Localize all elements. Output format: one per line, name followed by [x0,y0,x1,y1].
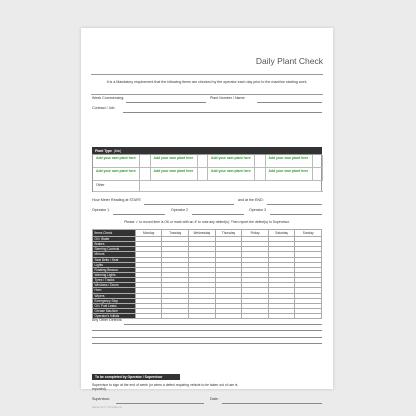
plant-type-header: Plant Type (tick) [92,147,322,154]
plant-type-tick-box[interactable] [313,155,324,168]
operator-3-line[interactable] [270,214,322,215]
check-cell[interactable] [135,314,162,319]
plant-number-label: Plant Number / Name: [210,96,246,100]
check-cell[interactable] [295,314,322,319]
check-item-label: Oil / Fuel Leaks [93,303,136,308]
footer-text: Sample Doc © Template.net [92,406,122,409]
plant-type-option: Add your own plant here [208,168,255,181]
other-defects-line-3[interactable] [92,337,322,338]
contract-job-label: Contract / Job: [92,106,116,110]
check-item-label: Rotating Beacon [93,267,136,272]
check-cell[interactable] [242,314,269,319]
day-header: Saturday [268,230,295,237]
hour-meter-start-line[interactable] [144,204,234,205]
intro-text: It is a Mandatory requirement that the following items are checked by the operator each day prior to the machine starting work. [106,80,308,84]
supervisor-section-header: To be completed by Operator / Supervisor [92,374,180,380]
plant-type-tick-box[interactable] [198,155,209,168]
day-header: Monday [135,230,162,237]
day-header: Thursday [215,230,242,237]
plant-type-option: Add your own plant here [266,168,313,181]
operator-3-label: Operator 3 [249,208,267,212]
hour-meter-start-label: Hour Meter Reading at START: [92,198,142,202]
document-page [81,28,333,409]
hour-meter-end-label: and at the END: [238,198,264,202]
hour-meter-end-line[interactable] [267,204,322,205]
plant-type-other-label: Other [93,181,140,192]
check-item-label: Wipers [93,293,136,298]
check-item-label: Seat Belts / Seat [93,257,136,262]
plant-number-line[interactable] [257,102,322,103]
check-cell[interactable] [162,314,189,319]
contract-job-line[interactable] [123,112,322,113]
check-cell[interactable] [189,314,216,319]
title-divider [91,74,323,75]
check-row [93,314,322,319]
plant-type-tick-box[interactable] [255,168,266,181]
check-cell[interactable] [215,314,242,319]
day-header: Friday [242,230,269,237]
week-commencing-label: Week Commencing: [92,96,125,100]
check-item-label: Horn [93,288,136,293]
check-item-label: Operator's Initials [93,314,136,319]
other-defects-line-4[interactable] [92,343,322,344]
week-commencing-line[interactable] [126,102,206,103]
plant-type-option: Add your own plant here [93,168,140,181]
plant-type-tick-box[interactable] [313,168,324,181]
check-item-label: Grease Machine [93,308,136,313]
operator-1-label: Operator 1 [92,208,110,212]
day-header: Tuesday [162,230,189,237]
operator-1-line[interactable] [113,214,165,215]
plant-type-other-field[interactable] [140,181,323,192]
check-item-label: Oil / Water [93,237,136,242]
document-title: Daily Plant Check [255,56,323,66]
check-item-label: Tyres / Tracks [93,278,136,283]
operator-2-line[interactable] [192,214,244,215]
check-item-label: Mirrors [93,252,136,257]
plant-type-grid [92,154,322,192]
check-item-label: Steering Controls [93,247,136,252]
items-check-header: Items Check [93,230,136,237]
check-item-label: Windows / Doors [93,283,136,288]
date-line[interactable] [222,403,322,404]
other-defects-line-2[interactable] [92,330,322,331]
plant-type-tick-box[interactable] [140,155,151,168]
plant-type-tick-box[interactable] [140,168,151,181]
check-item-label: Emergency Stop [93,298,136,303]
other-defects-label: Any Other Defects: [92,318,123,322]
items-check-table [92,229,322,319]
plant-type-option: Add your own plant here [208,155,255,168]
plant-type-option: Add your own plant here [151,168,198,181]
intro-divider [91,94,323,95]
other-defects-line-1[interactable] [124,324,322,325]
check-item-label: Lights [93,262,136,267]
plant-type-option: Add your own plant here [266,155,313,168]
plant-type-option: Add your own plant here [151,155,198,168]
check-item-label: Warning Lights [93,272,136,277]
supervisor-label: Supervisor: [92,397,111,401]
supervisor-sign-line[interactable] [116,403,204,404]
check-cell[interactable] [268,314,295,319]
items-check-header-row [93,230,322,237]
plant-type-option: Add your own plant here [93,155,140,168]
day-header: Wednesday [189,230,216,237]
operator-2-label: Operator 2 [171,208,189,212]
date-label: Date: [210,397,219,401]
plant-type-tick-box[interactable] [198,168,209,181]
check-item-label: Brakes [93,242,136,247]
plant-type-tick-box[interactable] [255,155,266,168]
day-header: Sunday [295,230,322,237]
check-instruction: Please ✓ to record item is OK or mark with an ✗ to note any defect(s). Then report the defect(s) to Supervisor. [124,219,290,224]
supervisor-note: Supervisor to sign at the end of week (or when a defect requiring vehicle to be taken out of use is reported). [92,383,238,392]
